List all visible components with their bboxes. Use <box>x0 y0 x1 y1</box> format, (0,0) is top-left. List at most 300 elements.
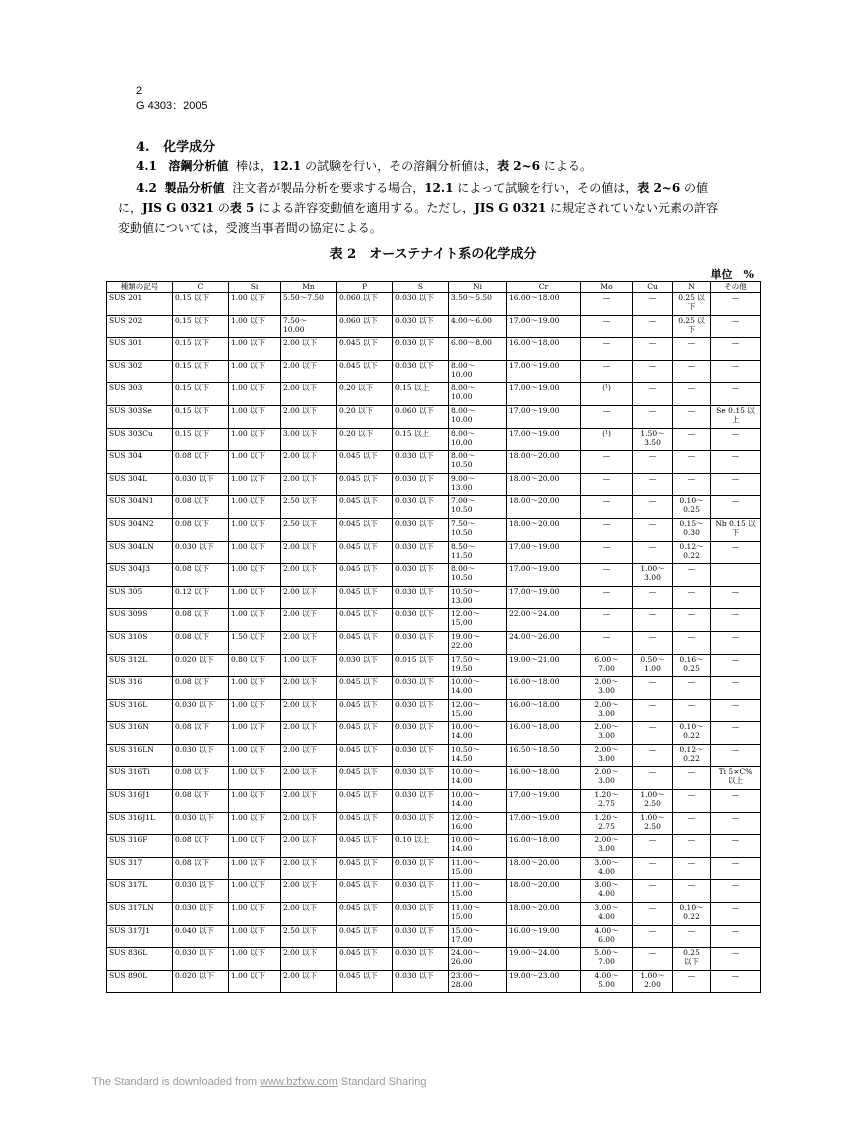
table-cell: SUS 316J1 <box>107 790 173 813</box>
table-cell: 0.030 以下 <box>393 293 449 316</box>
table-cell: 0.045 以下 <box>337 541 393 564</box>
p42-line1-a: 注文者が製品分析を要求する場合， <box>232 181 425 195</box>
column-header: S <box>393 282 449 293</box>
table-cell: 1.00 以下 <box>229 541 281 564</box>
table-cell: — <box>673 677 711 700</box>
table-cell: 0.030 以下 <box>393 880 449 903</box>
column-header: N <box>673 282 711 293</box>
table-cell: 1.00 以下 <box>229 744 281 767</box>
table-cell: 0.030 以下 <box>393 948 449 971</box>
table-row <box>107 790 761 813</box>
table-cell: 1.00 以下 <box>229 903 281 926</box>
table-cell: — <box>711 948 761 971</box>
table-cell: SUS 304J3 <box>107 564 173 587</box>
table-cell: 1.00 以下 <box>229 428 281 451</box>
table-cell: 0.08 以下 <box>173 564 229 587</box>
table-cell: 0.030 以下 <box>393 541 449 564</box>
table-cell: 0.045 以下 <box>337 857 393 880</box>
table-cell: — <box>711 541 761 564</box>
table-cell: SUS 312L <box>107 654 173 677</box>
table-cell: — <box>711 812 761 835</box>
table-cell: 1.00 以下 <box>229 518 281 541</box>
table-row <box>107 609 761 632</box>
table-cell: 4.00～6.00 <box>449 315 507 338</box>
table-cell: 1.00 以下 <box>229 948 281 971</box>
table-cell: 0.045 以下 <box>337 360 393 383</box>
table-cell: 0.045 以下 <box>337 451 393 474</box>
table-cell: 8.00～ 10.00 <box>449 360 507 383</box>
footer-prefix: The Standard is downloaded from <box>92 1076 261 1088</box>
table-cell: 0.08 以下 <box>173 518 229 541</box>
p42-ref2: 表 2~6 <box>637 181 681 195</box>
table-cell: — <box>673 564 711 587</box>
table-cell: 17.00～19.00 <box>507 564 581 587</box>
table-cell: — <box>711 654 761 677</box>
table-cell: — <box>581 564 633 587</box>
table-row <box>107 699 761 722</box>
table-cell: 16.00～18.00 <box>507 677 581 700</box>
table-cell: 12.00～ 15.00 <box>449 609 507 632</box>
table-cell: Nb 0.15 以 下 <box>711 518 761 541</box>
table-cell: 2.00 以下 <box>281 405 337 428</box>
table-cell: 2.00～ 3.00 <box>581 722 633 745</box>
column-header: Si <box>229 282 281 293</box>
table-cell: 0.10～ 0.25 <box>673 496 711 519</box>
table-cell: — <box>711 293 761 316</box>
table-cell: — <box>581 360 633 383</box>
table-cell: — <box>633 767 673 790</box>
table-cell: — <box>673 428 711 451</box>
table-row <box>107 880 761 903</box>
table-cell: 0.030 以下 <box>173 903 229 926</box>
table-cell: 17.00～19.00 <box>507 315 581 338</box>
table-cell: 0.030 以下 <box>393 360 449 383</box>
section-heading <box>136 136 215 155</box>
table-cell: 2.00 以下 <box>281 835 337 858</box>
table-cell: 2.00 以下 <box>281 699 337 722</box>
table-cell: — <box>711 744 761 767</box>
table-cell: 0.040 以下 <box>173 925 229 948</box>
table-cell: 1.00 以下 <box>229 473 281 496</box>
table-cell: 11.00～ 15.00 <box>449 903 507 926</box>
paragraph-4-2 <box>118 178 756 238</box>
table-cell: 17.50～ 19.50 <box>449 654 507 677</box>
table-cell: SUS 303Se <box>107 405 173 428</box>
table-cell: — <box>711 338 761 361</box>
table-cell: 0.060 以下 <box>337 293 393 316</box>
chemical-composition-table <box>106 281 761 993</box>
table-cell: — <box>633 722 673 745</box>
p42-number: 4.2 <box>136 181 157 195</box>
table-cell: SUS 201 <box>107 293 173 316</box>
table-cell: 0.045 以下 <box>337 722 393 745</box>
table-cell: 10.00～ 14.00 <box>449 722 507 745</box>
p42-line1 <box>136 178 756 198</box>
table-cell: 18.00～20.00 <box>507 496 581 519</box>
table-cell: 6.00～ 7.00 <box>581 654 633 677</box>
table-cell: 0.045 以下 <box>337 744 393 767</box>
table-cell: — <box>633 880 673 903</box>
table-cell: — <box>581 609 633 632</box>
table-cell: 9.00～ 13.00 <box>449 473 507 496</box>
table-row <box>107 405 761 428</box>
table-cell: 2.50 以下 <box>281 518 337 541</box>
table-row <box>107 677 761 700</box>
table-cell: 2.50 以下 <box>281 496 337 519</box>
table-cell: — <box>673 790 711 813</box>
table-cell: — <box>633 609 673 632</box>
table-cell: 0.08 以下 <box>173 722 229 745</box>
table-cell: 1.00 以下 <box>229 925 281 948</box>
table-row <box>107 383 761 406</box>
table-cell: 0.045 以下 <box>337 496 393 519</box>
table-cell: — <box>673 835 711 858</box>
table-cell: 0.030 以下 <box>393 903 449 926</box>
table-cell: — <box>581 586 633 609</box>
table-row <box>107 451 761 474</box>
table-cell: 1.00 以下 <box>229 315 281 338</box>
table-cell: 0.045 以下 <box>337 925 393 948</box>
table-cell: 1.00 以下 <box>229 338 281 361</box>
table-cell: 2.50 以下 <box>281 925 337 948</box>
table-cell: — <box>581 293 633 316</box>
table-cell: — <box>673 383 711 406</box>
table-cell: 2.00 以下 <box>281 970 337 993</box>
table-cell: 1.00 以下 <box>229 835 281 858</box>
table-cell: 8.50～ 11.50 <box>449 541 507 564</box>
table-cell: 2.00 以下 <box>281 383 337 406</box>
table-cell: 2.00 以下 <box>281 880 337 903</box>
table-cell: 16.00～18.00 <box>507 722 581 745</box>
table-cell: 2.00～ 3.00 <box>581 744 633 767</box>
table-cell: — <box>633 948 673 971</box>
table-cell: 2.00～ 3.00 <box>581 699 633 722</box>
table-cell: 1.50～ 3.50 <box>633 428 673 451</box>
table-cell: 0.030 以下 <box>173 744 229 767</box>
table-cell: 18.00～20.00 <box>507 857 581 880</box>
p41-text-a: 棒は， <box>236 159 273 173</box>
table-cell: 2.00 以下 <box>281 564 337 587</box>
table-cell: 2.00 以下 <box>281 473 337 496</box>
table-cell: 1.00 以下 <box>229 812 281 835</box>
table-cell: 8.00～ 10.50 <box>449 451 507 474</box>
column-header: Ni <box>449 282 507 293</box>
table-cell: — <box>633 293 673 316</box>
table-cell: 10.00～ 14.00 <box>449 835 507 858</box>
table-cell: 1.00 以下 <box>229 405 281 428</box>
standard-id: G 4303：2005 <box>136 100 208 112</box>
table-cell: — <box>581 631 633 654</box>
table-cell: SUS 303Cu <box>107 428 173 451</box>
footer-suffix: Standard Sharing <box>337 1076 427 1088</box>
table-cell: 8.00～ 10.00 <box>449 383 507 406</box>
table-cell: 24.00～ 26.00 <box>449 948 507 971</box>
table-cell: SUS 317L <box>107 880 173 903</box>
table-cell: SUS 310S <box>107 631 173 654</box>
table-cell: — <box>673 405 711 428</box>
table-cell: — <box>633 338 673 361</box>
table-cell: 18.00～20.00 <box>507 518 581 541</box>
table-cell: — <box>633 699 673 722</box>
table-cell: — <box>711 451 761 474</box>
table-cell: 7.50～ 10.00 <box>281 315 337 338</box>
table-cell: 0.10～ 0.22 <box>673 722 711 745</box>
table-row <box>107 654 761 677</box>
table-cell: 0.08 以下 <box>173 631 229 654</box>
table-cell: 0.25 以 下 <box>673 315 711 338</box>
table-cell: — <box>711 925 761 948</box>
page-header <box>136 84 208 114</box>
table-cell: — <box>581 496 633 519</box>
table-row <box>107 970 761 993</box>
table-cell: 0.50～ 1.00 <box>633 654 673 677</box>
table-cell: 0.10～ 0.22 <box>673 903 711 926</box>
table-cell: 0.030 以下 <box>337 654 393 677</box>
table-cell: — <box>711 473 761 496</box>
table-cell: — <box>673 360 711 383</box>
table-cell: 2.00～ 3.00 <box>581 835 633 858</box>
table-cell: 7.00～ 10.50 <box>449 496 507 519</box>
table-cell: 7.50～ 10.50 <box>449 518 507 541</box>
table-row <box>107 835 761 858</box>
column-header: Cr <box>507 282 581 293</box>
table-cell: — <box>581 473 633 496</box>
table-cell: 16.00～18.00 <box>507 293 581 316</box>
table-cell: — <box>673 451 711 474</box>
table-cell: 0.030 以下 <box>393 744 449 767</box>
table-cell: 1.00 以下 <box>229 699 281 722</box>
table-cell: — <box>673 970 711 993</box>
p42-line1-b: によって試験を行い，その値は， <box>457 181 638 195</box>
table-cell: 2.00 以下 <box>281 812 337 835</box>
table-cell: 1.00 以下 <box>229 383 281 406</box>
table-caption: 表 2 オーステナイト系の化学成分 <box>329 247 537 262</box>
table-cell: 2.00 以下 <box>281 722 337 745</box>
table-cell: — <box>673 925 711 948</box>
table-cell: 0.045 以下 <box>337 518 393 541</box>
table-cell: — <box>711 496 761 519</box>
table-cell: 18.00～20.00 <box>507 473 581 496</box>
table-cell: 22.00～24.00 <box>507 609 581 632</box>
table-cell: 17.00～19.00 <box>507 428 581 451</box>
table-cell: 17.00～19.00 <box>507 812 581 835</box>
column-header: Mo <box>581 282 633 293</box>
table-cell: 12.00～ 15.00 <box>449 699 507 722</box>
table-cell: 2.00 以下 <box>281 857 337 880</box>
table-cell: 0.12～ 0.22 <box>673 541 711 564</box>
table-cell: 0.030 以下 <box>393 315 449 338</box>
table-row <box>107 948 761 971</box>
table-cell: 0.045 以下 <box>337 564 393 587</box>
unit-label: 単位 % <box>710 268 754 281</box>
table-cell: — <box>711 790 761 813</box>
table-cell: 2.00 以下 <box>281 744 337 767</box>
table-cell: 8.00～ 10.00 <box>449 428 507 451</box>
table-cell: SUS 316 <box>107 677 173 700</box>
table-cell: 0.15 以上 <box>393 383 449 406</box>
table-cell: 0.10 以上 <box>393 835 449 858</box>
table-cell: SUS 303 <box>107 383 173 406</box>
table-cell: 1.00 以下 <box>229 293 281 316</box>
table-cell: 0.030 以下 <box>393 767 449 790</box>
table-row <box>107 857 761 880</box>
table-cell: 0.15 以下 <box>173 315 229 338</box>
table-cell: 0.08 以下 <box>173 835 229 858</box>
table-cell: 5.50～7.50 <box>281 293 337 316</box>
table-row <box>107 541 761 564</box>
table-cell: 2.00 以下 <box>281 677 337 700</box>
table-cell: SUS 316F <box>107 835 173 858</box>
table-cell: — <box>633 631 673 654</box>
p42-line1-c: の値 <box>684 181 709 195</box>
p41-ref2: 表 2~6 <box>497 159 541 173</box>
p42-line2-d: に規定されていない元素の許容 <box>550 201 719 215</box>
table-cell: 0.80 以下 <box>229 654 281 677</box>
table-cell: — <box>711 880 761 903</box>
table-cell: SUS 316Ti <box>107 767 173 790</box>
table-cell: 10.50～ 14.50 <box>449 744 507 767</box>
paragraph-4-1 <box>136 156 736 176</box>
table-cell: — <box>673 812 711 835</box>
table-row <box>107 428 761 451</box>
table-cell: 8.00～ 10.50 <box>449 564 507 587</box>
table-cell: 18.00～20.00 <box>507 451 581 474</box>
table-row <box>107 315 761 338</box>
table-cell: 10.00～ 14.00 <box>449 767 507 790</box>
table-cell: 0.045 以下 <box>337 586 393 609</box>
table-cell: — <box>633 857 673 880</box>
table-cell: — <box>581 451 633 474</box>
table-cell: 0.16～ 0.25 <box>673 654 711 677</box>
table-cell: — <box>633 744 673 767</box>
p41-ref1: 12.1 <box>272 159 302 173</box>
table-cell: — <box>633 473 673 496</box>
table-cell: — <box>673 609 711 632</box>
table-cell: — <box>711 970 761 993</box>
table-cell: 0.045 以下 <box>337 970 393 993</box>
table-cell: SUS 301 <box>107 338 173 361</box>
table-cell: 2.00～ 3.00 <box>581 677 633 700</box>
table-cell: SUS 317J1 <box>107 925 173 948</box>
table-cell: 0.030 以下 <box>393 564 449 587</box>
table-cell: — <box>711 315 761 338</box>
table-cell: 12.00～ 16.00 <box>449 812 507 835</box>
table-cell: 11.00～ 15.00 <box>449 880 507 903</box>
p42-ref1: 12.1 <box>424 181 454 195</box>
table-cell: — <box>633 451 673 474</box>
table-cell: 17.00～19.00 <box>507 541 581 564</box>
table-cell: 0.045 以下 <box>337 948 393 971</box>
table-cell: 0.08 以下 <box>173 451 229 474</box>
table-row <box>107 744 761 767</box>
table-cell: 2.00～ 3.00 <box>581 767 633 790</box>
table-cell: SUS 304LN <box>107 541 173 564</box>
table-cell: 1.00 以下 <box>229 360 281 383</box>
table-cell: 0.030 以下 <box>393 609 449 632</box>
table-cell: 0.08 以下 <box>173 857 229 880</box>
p42-line2-a: に， <box>118 201 143 215</box>
table-cell: Se 0.15 以 上 <box>711 405 761 428</box>
table-cell: 1.00 以下 <box>229 970 281 993</box>
table-row <box>107 360 761 383</box>
table-cell: 3.00～ 4.00 <box>581 857 633 880</box>
table-cell: — <box>633 383 673 406</box>
table-cell: 0.12 以下 <box>173 586 229 609</box>
table-cell: 0.030 以下 <box>393 631 449 654</box>
table-cell: 0.030 以下 <box>173 699 229 722</box>
table-cell: 0.030 以下 <box>393 722 449 745</box>
table-cell: 0.030 以下 <box>393 473 449 496</box>
table-cell: 0.15 以下 <box>173 428 229 451</box>
footer-note <box>92 1076 426 1088</box>
p42-line2 <box>118 198 756 218</box>
table-cell: SUS 317 <box>107 857 173 880</box>
p41-text-c: による。 <box>543 159 592 173</box>
table-cell: 19.00～21.00 <box>507 654 581 677</box>
table-cell: — <box>673 699 711 722</box>
table-cell: — <box>633 541 673 564</box>
table-cell: — <box>711 428 761 451</box>
p42-ref4: 表 5 <box>229 201 255 215</box>
table-cell: 0.030 以下 <box>393 790 449 813</box>
table-cell: 2.00 以下 <box>281 790 337 813</box>
table-cell: SUS 316N <box>107 722 173 745</box>
table-cell: 1.00 以下 <box>229 677 281 700</box>
table-cell: — <box>711 903 761 926</box>
table-cell: SUS 302 <box>107 360 173 383</box>
table-row <box>107 338 761 361</box>
table-cell: SUS 317LN <box>107 903 173 926</box>
table-row <box>107 722 761 745</box>
table-cell: 0.15 以下 <box>173 405 229 428</box>
table-cell: — <box>711 857 761 880</box>
p42-ref3: JIS G 0321 <box>142 201 214 215</box>
section-title: 化学成分 <box>163 140 216 155</box>
table-cell: — <box>581 315 633 338</box>
table-cell: 23.00～ 28.00 <box>449 970 507 993</box>
table-cell: 1.00 以下 <box>229 564 281 587</box>
table-cell: SUS 304 <box>107 451 173 474</box>
footer-link[interactable]: www.bzfxw.com <box>260 1076 338 1088</box>
table-cell: 2.00 以下 <box>281 631 337 654</box>
table-cell: (¹) <box>581 383 633 406</box>
table-cell: 17.00～19.00 <box>507 790 581 813</box>
table-cell: 0.045 以下 <box>337 631 393 654</box>
table-cell: 0.030 以下 <box>393 496 449 519</box>
table-cell: 1.20～ 2.75 <box>581 812 633 835</box>
table-cell: 0.030 以下 <box>173 812 229 835</box>
table-cell: 2.00 以下 <box>281 338 337 361</box>
table-cell: — <box>673 880 711 903</box>
table-cell: 0.045 以下 <box>337 767 393 790</box>
table-cell: 0.045 以下 <box>337 812 393 835</box>
table-cell: — <box>581 541 633 564</box>
table-cell: 0.25 以下 <box>673 948 711 971</box>
table-cell: — <box>711 609 761 632</box>
table-cell: 18.00～20.00 <box>507 880 581 903</box>
table-cell: 0.030 以下 <box>173 880 229 903</box>
table-row <box>107 925 761 948</box>
table-cell: 0.045 以下 <box>337 338 393 361</box>
table-cell: 16.00～18.00 <box>507 767 581 790</box>
table-cell: (¹) <box>581 428 633 451</box>
table-cell: 0.15 以下 <box>173 360 229 383</box>
table-cell: 0.20 以下 <box>337 383 393 406</box>
table-cell: 2.00 以下 <box>281 360 337 383</box>
table-cell: 0.045 以下 <box>337 699 393 722</box>
table-row <box>107 631 761 654</box>
table-cell: 2.00 以下 <box>281 903 337 926</box>
